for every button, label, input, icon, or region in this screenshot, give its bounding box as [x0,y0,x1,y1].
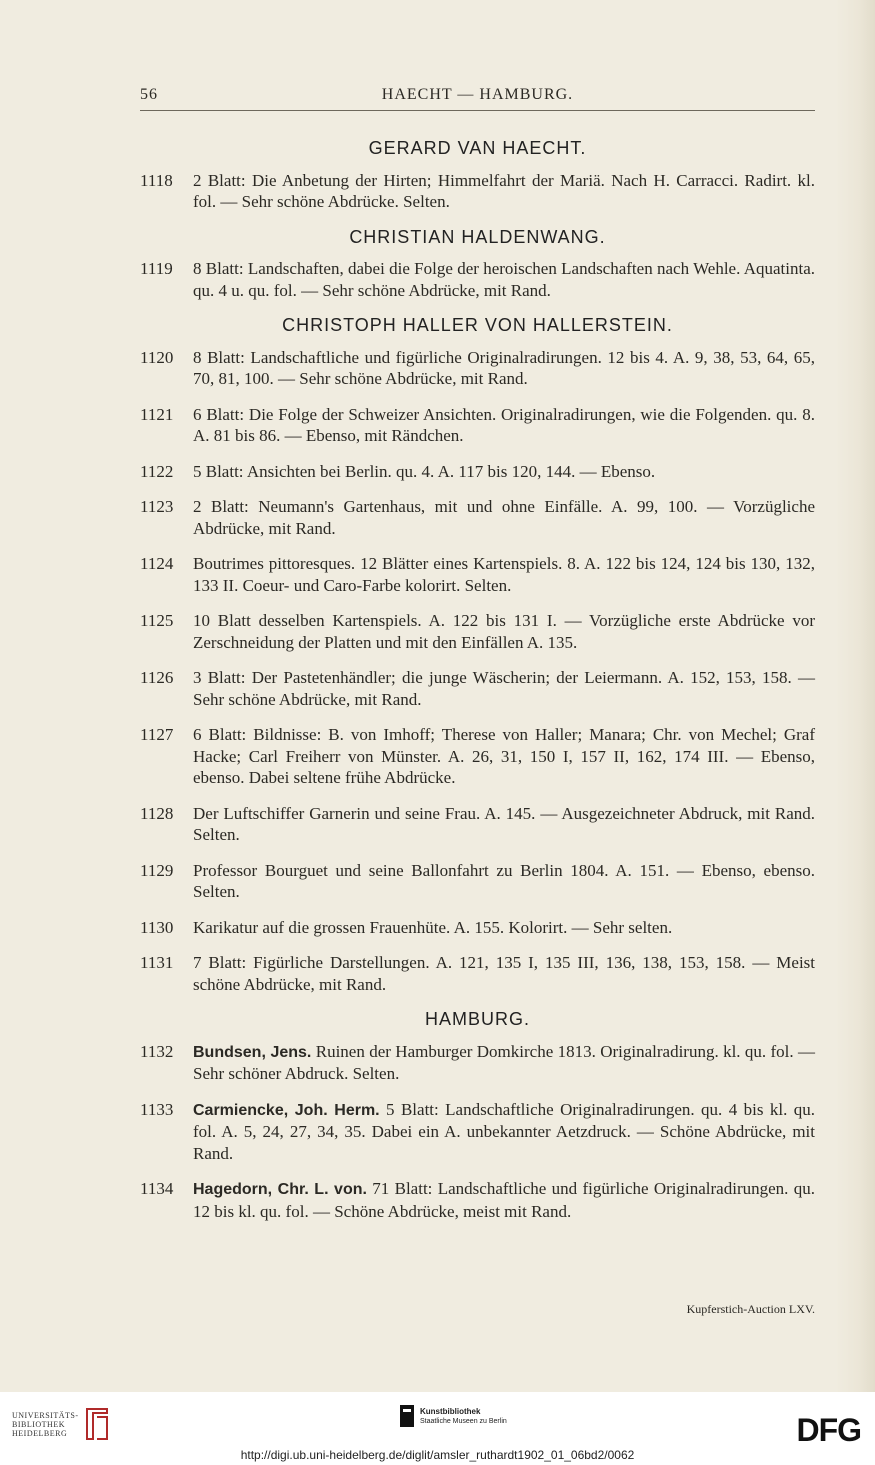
lot-number: 1131 [140,953,174,972]
entry-description: 10 Blatt desselben Kartenspiels. A. 122 bis 131 I. — Vorzügliche erste Abdrücke vor Zerschneidung der Platten und mit den Einfällen A. 135. [193,611,815,652]
section-heading: GERARD VAN HAECHT. [368,138,587,158]
entry-description: 5 Blatt: Ansichten bei Berlin. qu. 4. A. 117 bis 120, 144. — Ebenso. [193,461,656,481]
catalogue-entry [140,860,815,903]
lot-number: 1132 [140,1041,174,1061]
kunstbibliothek-logo[interactable] [400,1405,507,1427]
kunstbibliothek-subtitle: Staatliche Museen zu Berlin [420,1417,507,1425]
entry-description: 71 Blatt: Landschaftliche und figürliche Originalradirungen. qu. 12 bis kl. qu. fol. — Schöne Abdrücke, meist mit Rand. [193,1179,815,1221]
catalogue-entry [140,553,815,596]
catalogue-entry [140,496,815,539]
university-logo-text: UNIVERSITÄTS- BIBLIOTHEK HEIDELBERG [12,1410,79,1438]
catalogue-entry [140,1099,815,1165]
catalogue-entry [140,170,815,213]
dfg-logo[interactable]: DFG [796,1412,861,1448]
catalogue-entry [140,404,815,447]
entry-description: 8 Blatt: Landschaften, dabei die Folge der heroischen Landschaften nach Wehle. Aquatinta. qu. 4 u. qu. fol. — Sehr schöne Abdrücke, mit Rand. [193,259,815,300]
entry-description: Professor Bourguet und seine Ballonfahrt zu Berlin 1804. A. 151. — Ebenso, ebenso. Selten. [193,860,815,901]
catalogue-entry [140,610,815,653]
lot-number: 1121 [140,404,174,424]
heidelberg-logo-icon [83,1407,111,1441]
entry-description: 6 Blatt: Die Folge der Schweizer Ansichten. Originalradirungen, wie die Folgenden. qu. 8. A. 81 bis 86. — Ebenso, mit Rändchen. [193,404,815,445]
catalogue-entry [140,803,815,846]
lot-number: 1124 [140,554,174,573]
lot-number: 1119 [140,259,173,278]
entry-description: 7 Blatt: Figürliche Darstellungen. A. 121, 135 I, 135 III, 136, 138, 153, 158. — Meist schöne Abdrücke, mit Rand. [193,953,815,994]
section-heading: CHRISTOPH HALLER VON HALLERSTEIN. [282,315,673,335]
printer-signature: Kupferstich-Auction LXV. [686,1302,815,1316]
section-heading: HAMBURG. [424,1009,530,1029]
lot-number: 1129 [140,860,174,880]
catalogue-entry [140,1178,815,1222]
page-number: 56 [140,86,158,103]
lot-number: 1123 [140,497,174,516]
catalogue-entry [140,1041,815,1085]
entry-description: Ruinen der Hamburger Domkirche 1813. Originalradirung. kl. qu. fol. — Sehr schöner Abdruck. Selten. [193,1041,816,1083]
entry-description: 2 Blatt: Die Anbetung der Hirten; Himmelfahrt der Mariä. Nach H. Carracci. Radirt. kl. fol. — Sehr schöne Abdrücke. Selten. [193,170,815,211]
catalogue-entry [140,952,815,995]
lot-number: 1134 [140,1179,174,1198]
lot-number: 1120 [140,347,174,367]
artist-name: Carmiencke, Joh. Herm. [193,1101,380,1119]
catalogue-entry [140,461,815,483]
section-heading: CHRISTIAN HALDENWANG. [349,226,606,247]
running-title: HAECHT — HAMBURG. [381,86,574,103]
header-rule [140,110,815,111]
lot-number: 1118 [140,170,173,190]
entry-description: Boutrimes pittoresques. 12 Blätter eines Kartenspiels. 8. A. 122 bis 124, 124 bis 130, 132, 133 II. Coeur- und Caro-Farbe kolorirt. Selten. [193,554,815,595]
lot-number: 1126 [140,668,174,687]
kunstbibliothek-title: Kunstbibliothek [420,1406,481,1416]
source-url[interactable]: http://digi.ub.uni-heidelberg.de/diglit/amsler_ruthardt1902_01_06bd2/0062 [240,1448,635,1462]
kunstbibliothek-icon [400,1405,414,1427]
lot-number: 1133 [140,1099,174,1119]
lot-number: 1127 [140,725,174,744]
entry-description: Der Luftschiffer Garnerin und seine Frau. A. 145. — Ausgezeichneter Abdruck, mit Rand. Selten. [193,803,815,844]
catalogue-entry [140,724,815,789]
catalogue-entry [140,917,815,939]
catalogue-entry [140,258,815,301]
university-library-logo[interactable] [12,1407,111,1441]
artist-name: Bundsen, Jens. [193,1043,312,1061]
lot-number: 1128 [140,803,174,823]
catalogue-entry [140,667,815,710]
digitization-footer [0,1392,875,1465]
entry-description: 6 Blatt: Bildnisse: B. von Imhoff; Therese von Haller; Manara; Chr. von Mechel; Graf Hacke; Carl Freiherr von Münster. A. 26, 31, 150 I, 157 II, 162, 174 III. — Ebenso, ebenso. Dabei seltene frühe Abdrücke. [193,725,815,787]
artist-name: Hagedorn, Chr. L. von. [193,1181,367,1198]
lot-number: 1125 [140,611,174,630]
entry-description: 3 Blatt: Der Pastetenhändler; die junge Wäscherin; der Leiermann. A. 152, 153, 158. — Sehr schöne Abdrücke, mit Rand. [193,668,815,709]
lot-number: 1130 [140,917,174,937]
entry-description: 5 Blatt: Landschaftliche Originalradirungen. qu. 4 bis kl. qu. fol. A. 5, 24, 27, 34, 35. Dabei ein A. unbekannter Aetzdruck. — Schöne Abdrücke, mit Rand. [193,1099,816,1163]
entry-description: 2 Blatt: Neumann's Gartenhaus, mit und ohne Einfälle. A. 99, 100. — Vorzügliche Abdrücke, mit Rand. [193,497,815,538]
catalogue-entry [140,347,815,390]
page-edge-shadow [835,0,875,1392]
entry-description: 8 Blatt: Landschaftliche und figürliche Originalradirungen. 12 bis 4. A. 9, 38, 53, 64, 65, 70, 81, 100. — Sehr schöne Abdrücke, mit Rand. [193,347,815,388]
catalogue-content [140,138,815,1236]
lot-number: 1122 [140,461,174,481]
entry-description: Karikatur auf die grossen Frauenhüte. A. 155. Kolorirt. — Sehr selten. [193,917,673,937]
